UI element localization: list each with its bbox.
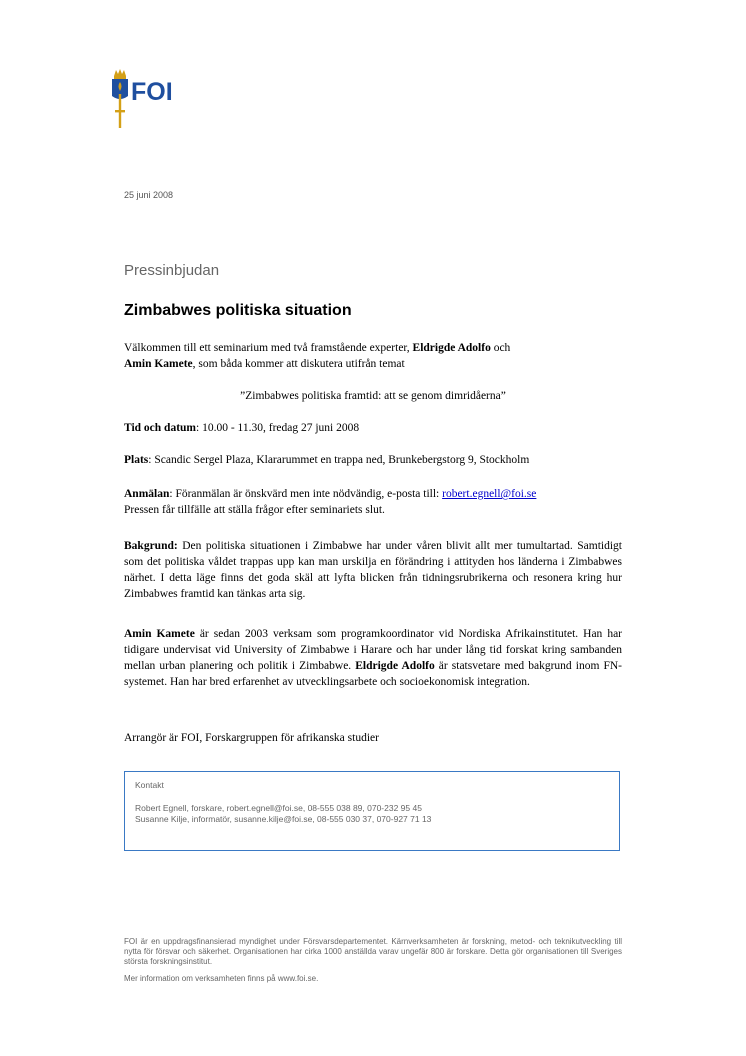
registration-label: Anmälan [124,488,170,500]
organizer-paragraph: Arrangör är FOI, Forskargruppen för afrikanska studier [124,732,379,744]
theme-quote: ”Zimbabwes politiska framtid: att se genom dimridåerna” [240,390,506,402]
time-value: : 10.00 - 11.30, fredag 27 juni 2008 [196,422,360,434]
svg-text:FOI: FOI [131,78,173,106]
registration-note: Pressen får tillfälle att ställa frågor efter seminariets slut. [124,504,385,516]
speaker-name: Amin Kamete [124,358,193,370]
page-title: Zimbabwes politiska situation [124,302,352,319]
bios-paragraph [124,626,622,690]
contact-box [124,771,620,851]
intro-text: och [490,342,511,354]
time-paragraph [124,420,622,436]
footer-about: FOI är en uppdragsfinansierad myndighet under Försvarsdepartementet. Kärnverksamheten är forskning, metod- och teknikutveckling till nytta för försvar och säkerhet. Organisationen har cirka 1000 anställda varav ungefär 800 är forskare. Detta gör organisationen till Sveriges största forskningsinstitut. [124,937,622,966]
intro-paragraph [124,340,622,372]
contact-line: Susanne Kilje, informatör, susanne.kilje@foi.se, 08-555 030 37, 070-927 71 13 [135,814,432,824]
place-value: : Scandic Sergel Plaza, Klararummet en trappa ned, Brunkebergstorg 9, Stockholm [148,454,530,466]
background-label: Bakgrund: [124,540,178,552]
email-link[interactable]: robert.egnell@foi.se [442,488,537,500]
bio-text: är statsvetare med bakgrund inom FN-systemet. Han har bred erfarenhet av utvecklingsarbete och socioekonomisk integration. [124,660,622,688]
registration-paragraph [124,486,622,518]
speaker-name: Amin Kamete [124,628,195,640]
time-label: Tid och datum [124,422,197,434]
place-label: Plats [124,454,149,466]
place-paragraph [124,452,622,468]
registration-text: : Föranmälan är önskvärd men inte nödvändig, e-posta till: [169,488,443,500]
contact-line: Robert Egnell, forskare, robert.egnell@foi.se, 08-555 038 89, 070-232 95 45 [135,803,422,813]
release-date: 25 juni 2008 [124,190,174,200]
intro-text: Välkommen till ett seminarium med två framstående experter, [124,342,413,354]
speaker-name: Eldrigde Adolfo [355,660,435,672]
foi-logo [108,66,208,136]
intro-text: , som båda kommer att diskutera utifrån temat [192,358,405,370]
crown-torch-emblem-icon [108,66,208,136]
document-type: Pressinbjudan [124,262,220,279]
background-text: Den politiska situationen i Zimbabwe har under våren blivit allt mer tumultartad. Samtidigt som det politiska våldet trappas upp kan man urskilja en förändring i attityden hos länderna i Zimbabwes närhet. I detta läge finns det goda skäl att lyfta blicken från tidningsrubrikerna och resonera kring hur Zimbabwes framtid kan tänkas arta sig. [124,540,622,600]
background-paragraph [124,538,622,602]
contact-title: Kontakt [135,780,164,790]
speaker-name: Eldrigde Adolfo [412,342,491,354]
footer-more-info: Mer information om verksamheten finns på www.foi.se. [124,974,319,983]
bio-text: är sedan 2003 verksam som programkoordinator vid Nordiska Afrikainstitutet. Han har tidigare undervisat vid University of Zimbabwe i Harare och har under lång tid forskat kring sambanden mellan urban planering och politik i Zimbabwe. [124,628,623,672]
